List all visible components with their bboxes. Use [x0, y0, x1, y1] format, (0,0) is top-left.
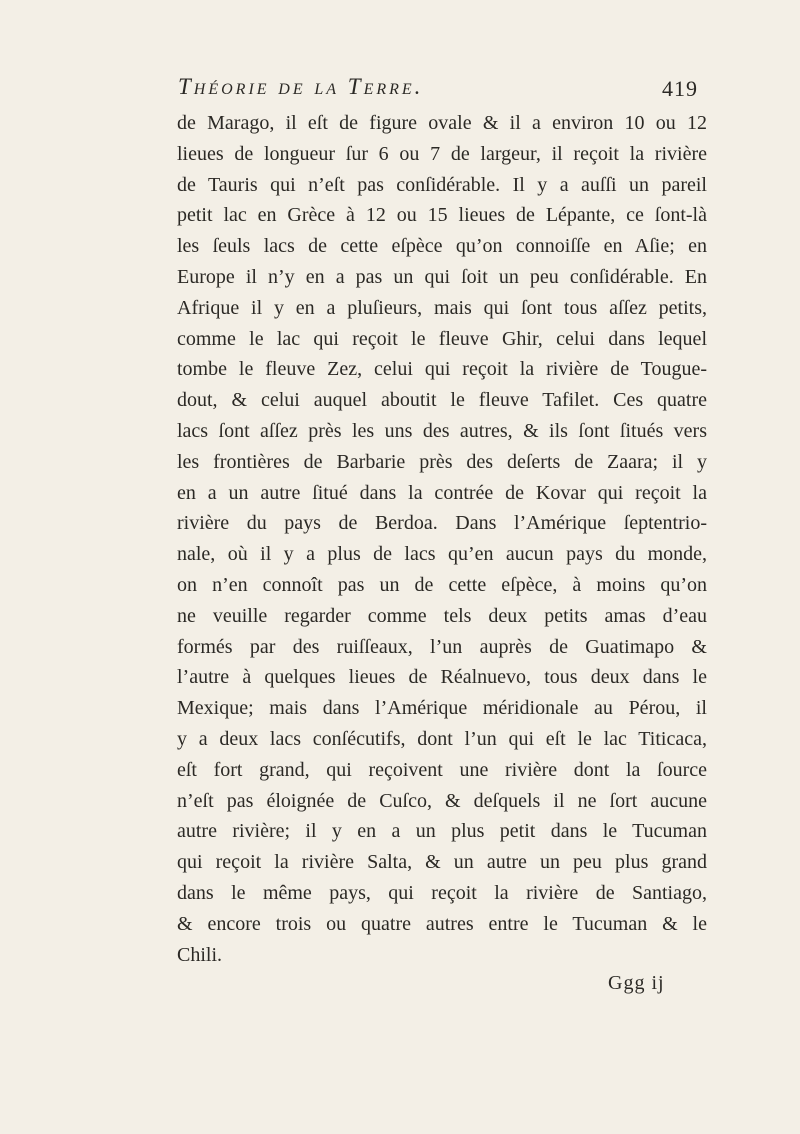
running-title: Théorie de la Terre.: [178, 74, 424, 99]
text-line: eſt fort grand, qui reçoivent une rivière dont la ſource: [177, 758, 707, 781]
text-line: lieues de longueur ſur 6 ou 7 de largeur, il reçoit la rivière: [177, 142, 707, 165]
text-line: n’eſt pas éloignée de Cuſco, & deſquels il ne ſort aucune: [177, 789, 707, 812]
text-line: Afrique il y en a pluſieurs, mais qui ſont tous aſſez petits,: [177, 296, 707, 319]
text-line: ne veuille regarder comme tels deux petits amas d’eau: [177, 604, 707, 627]
page-number: 419: [662, 76, 698, 101]
text-line: nale, où il y a plus de lacs qu’en aucun pays du monde,: [177, 543, 707, 566]
text-line: les frontières de Barbarie près des deſerts de Zaara; il y: [177, 450, 707, 473]
text-line: les ſeuls lacs de cette eſpèce qu’on connoiſſe en Aſie; en: [177, 235, 707, 258]
text-line: & encore trois ou quatre autres entre le Tucuman & le: [177, 912, 707, 935]
running-header: [178, 74, 698, 104]
text-line: en a un autre ſitué dans la contrée de Kovar qui reçoit la: [177, 481, 707, 504]
text-line: dout, & celui auquel aboutit le fleuve Tafilet. Ces quatre: [177, 389, 707, 412]
text-line: formés par des ruiſſeaux, l’un auprès de Guatimapo &: [177, 635, 707, 658]
text-line: lacs ſont aſſez près les uns des autres, & ils ſont ſitués vers: [177, 419, 707, 442]
text-line: qui reçoit la rivière Salta, & un autre un peu plus grand: [177, 851, 707, 874]
text-line: l’autre à quelques lieues de Réalnuevo, tous deux dans le: [177, 666, 707, 689]
text-line: tombe le fleuve Zez, celui qui reçoit la rivière de Tougue-: [177, 358, 707, 381]
text-line: Chili.: [177, 943, 223, 966]
text-line: Europe il n’y en a pas un qui ſoit un peu conſidérable. En: [177, 265, 707, 288]
text-line: rivière du pays de Berdoa. Dans l’Amérique ſeptentrio-: [177, 512, 707, 535]
text-line: y a deux lacs conſécutifs, dont l’un qui eſt le lac Titicaca,: [177, 727, 707, 750]
body-text: [177, 108, 707, 970]
text-line: on n’en connoît pas un de cette eſpèce, à moins qu’on: [177, 573, 707, 596]
text-line: comme le lac qui reçoit le fleuve Ghir, celui dans lequel: [177, 327, 707, 350]
text-line: de Tauris qui n’eſt pas conſidérable. Il y a auſſi un pareil: [177, 173, 707, 196]
text-line: de Marago, il eſt de figure ovale & il a environ 10 ou 12: [177, 112, 707, 134]
text-line: dans le même pays, qui reçoit la rivière de Santiago,: [177, 881, 707, 904]
text-line: Mexique; mais dans l’Amérique méridionale au Pérou, il: [177, 697, 707, 720]
text-line: autre rivière; il y en a un plus petit dans le Tucuman: [177, 820, 707, 843]
signature-mark: Ggg ij: [608, 972, 665, 994]
text-line: petit lac en Grèce à 12 ou 15 lieues de Lépante, ce ſont-là: [177, 204, 707, 227]
